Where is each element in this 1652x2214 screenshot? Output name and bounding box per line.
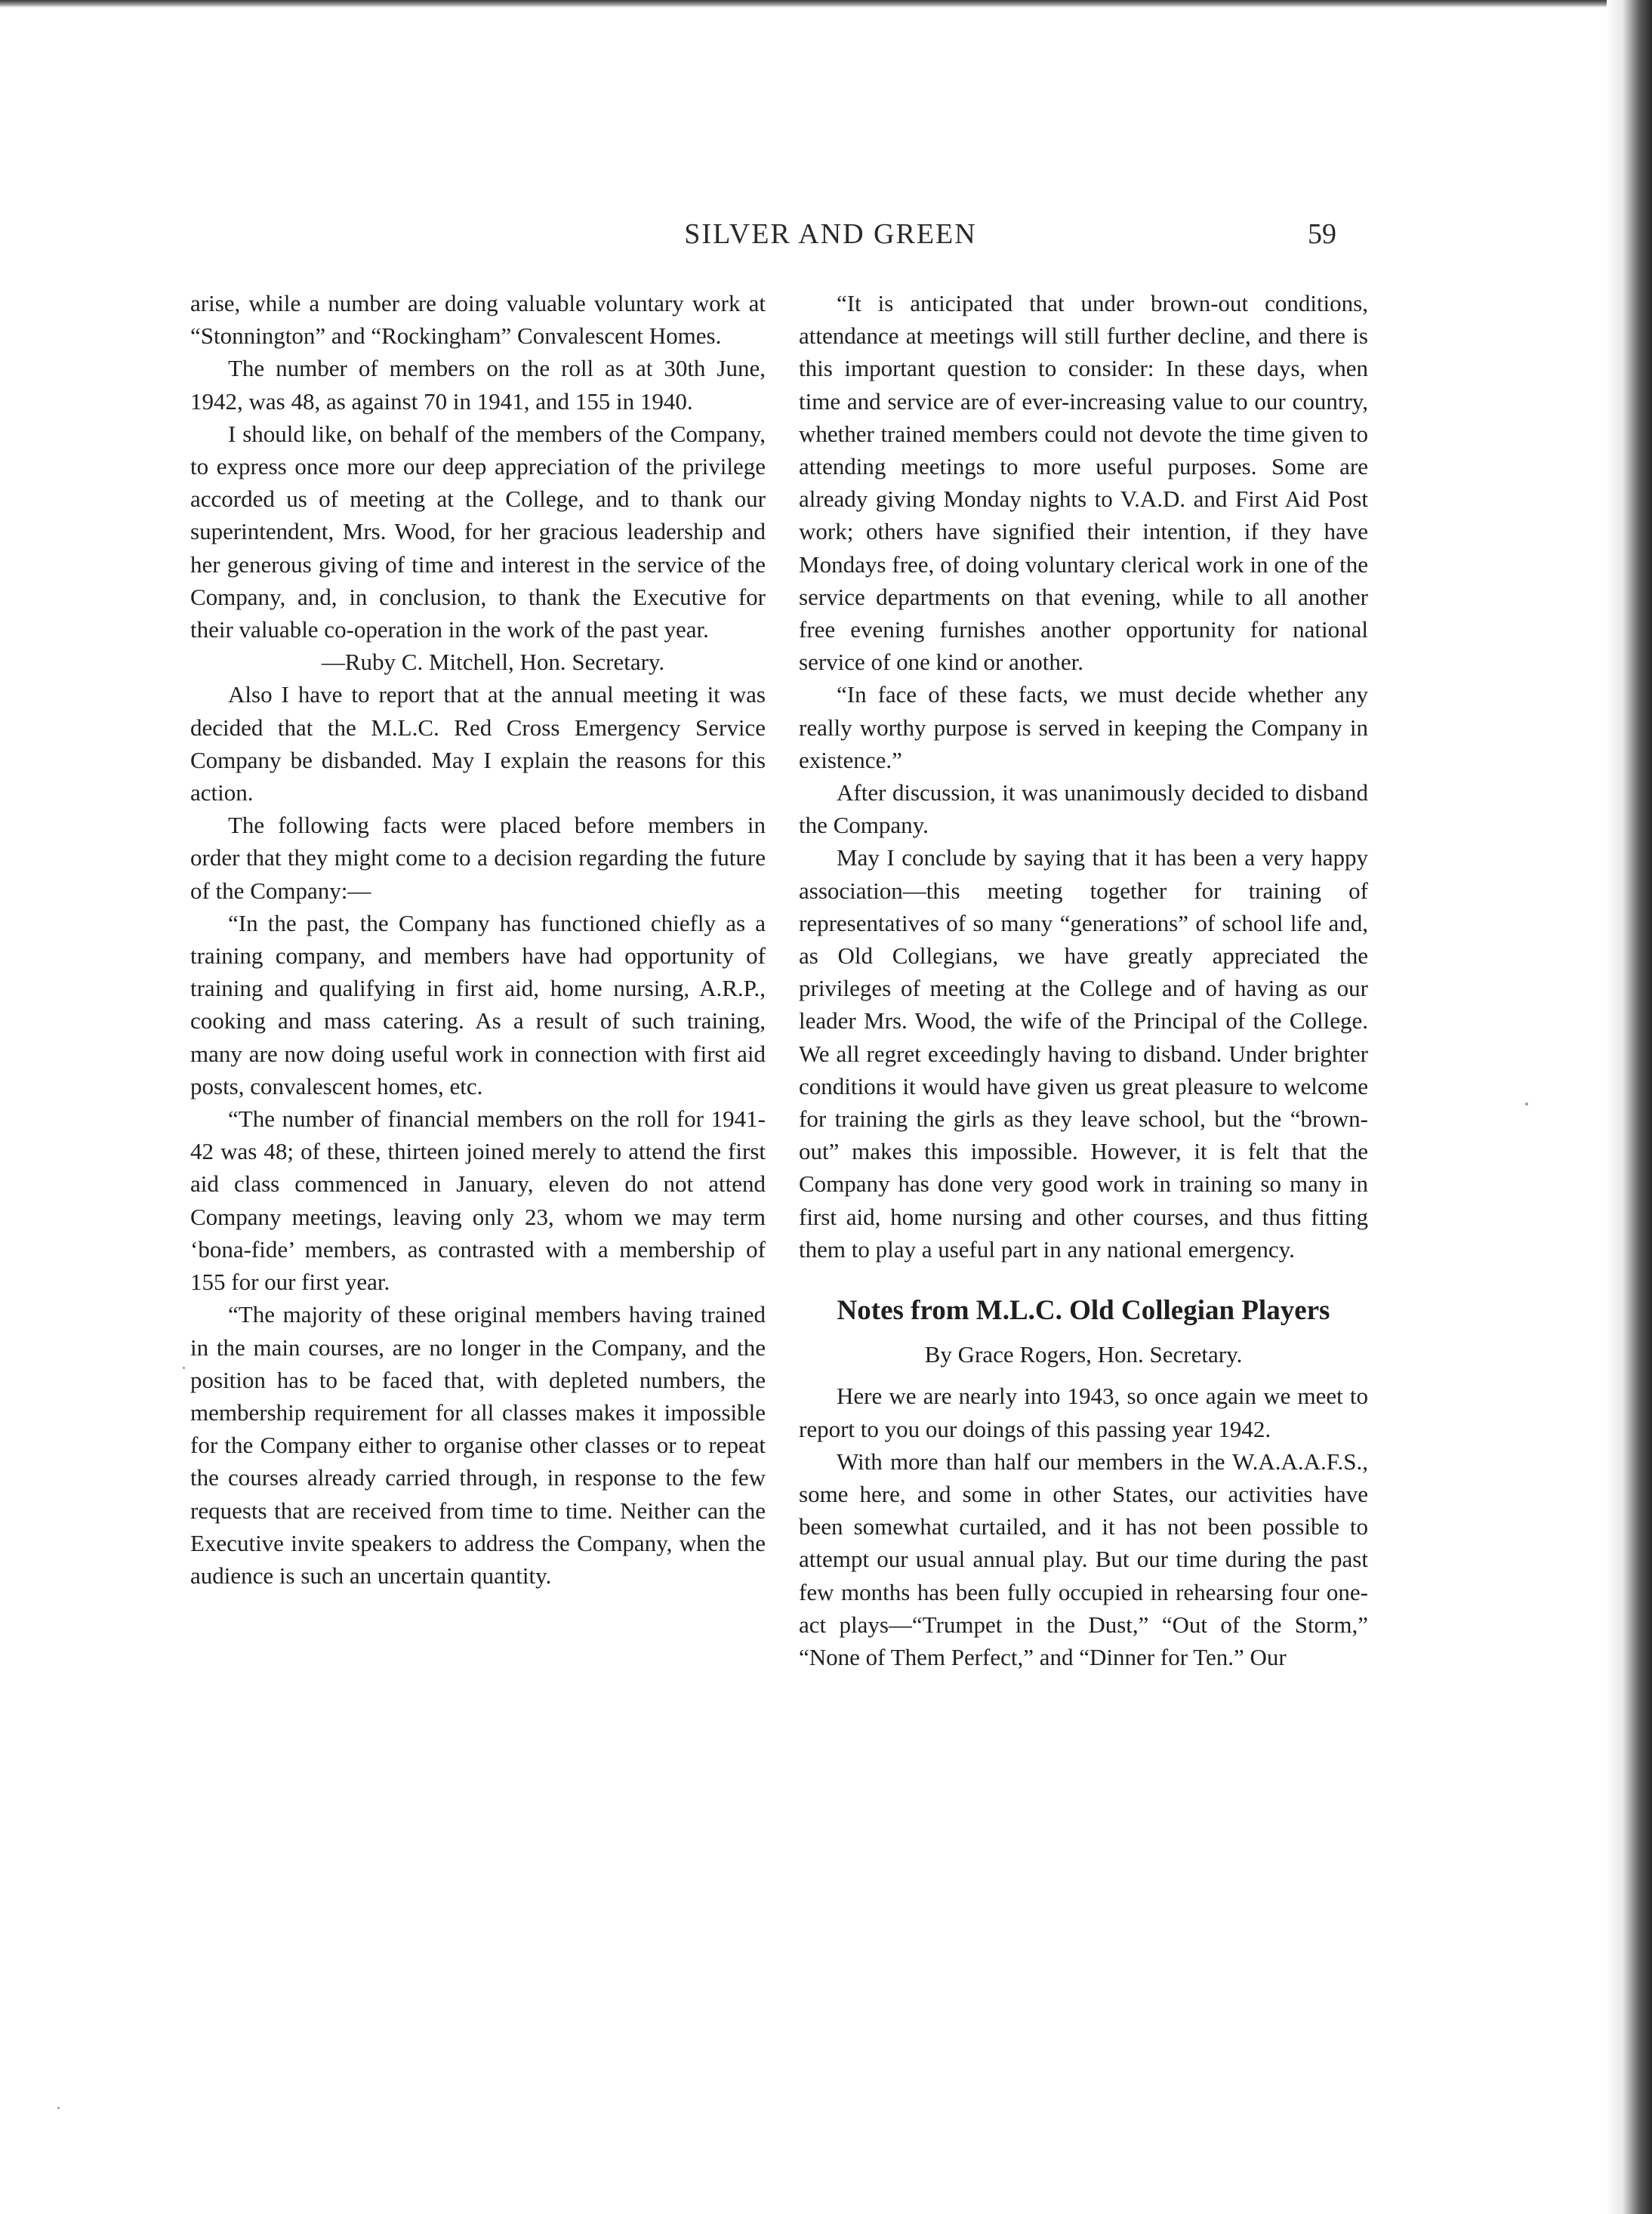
running-title: SILVER AND GREEN <box>684 218 977 250</box>
paragraph: “It is anticipated that under brown-out conditions, attendance at meetings will still further decline, and there is this important question to consider: In these days, when time and service are of ever-increasing value to our country, whether trained members could not devote the time given to attending meetings to more useful purposes. Some are already giving Monday nights to V.A.D. and First Aid Post work; others have signified their intention, if they have Mondays free, of doing voluntary clerical work in one of the service departments on that evening, while to all another free evening furnishes another opportunity for national service of one kind or another. <box>799 290 1368 676</box>
paragraph: Also I have to report that at the annual meeting it was decided that the M.L.C. Red Cross Emergency Service Company be disbanded. May I explain the reasons for this action. <box>190 681 766 806</box>
paragraph: “In the past, the Company has functioned chiefly as a training company, and members have had opportunity of training and qualifying in first aid, home nursing, A.R.P., cooking and mass catering. As a result of such training, many are now doing useful work in connection with first aid posts, convalescent homes, etc. <box>190 909 766 1099</box>
page-header <box>189 217 1336 255</box>
paragraph: The number of members on the roll as at 30th June, 1942, was 48, as against 70 in 1941, and 155 in 1940. <box>190 355 766 415</box>
scan-right-edge <box>1607 0 1652 2214</box>
byline: By Grace Rogers, Hon. Secretary. <box>924 1341 1243 1368</box>
paragraph: “The majority of these original members having trained in the main courses, are no longer in the Company, and the position has to be faced that, with depleted numbers, the membership requirement for all classes makes it impossible for the Company either to organise other classes or to repeat the courses already carried through, in response to the few requests that are received from time to time. Neither can the Executive invite speakers to address the Company, when the audience is such an uncertain quantity. <box>190 1301 766 1589</box>
scan-speck <box>1525 1102 1528 1105</box>
paragraph: I should like, on behalf of the members of the Company, to express once more our deep appreciation of the privilege accorded us of meeting at the College, and to thank our superintendent, Mrs. Wood, for her gracious leadership and her generous giving of time and interest in the service of the Company, and, in conclusion, to thank the Executive for their valuable co-operation in the work of the past year. <box>190 420 766 643</box>
page-number: 59 <box>1308 218 1336 250</box>
paragraph: May I conclude by saying that it has been a very happy association—this meeting together for training of representatives of so many “generations” of school life and, as Old Collegians, we have greatly appreciated the privileges of meeting at the College and of having as our leader Mrs. Wood, the wife of the Principal of the College. We all regret exceedingly having to disband. Under brighter conditions it would have given us great pleasure to welcome for training the girls as they leave school, but the “brown-out” makes this impossible. However, it is felt that the Company has done very good work in training so many in first aid, home nursing and other courses, and thus fitting them to play a useful part in any national emergency. <box>799 844 1368 1263</box>
left-column <box>190 287 766 1592</box>
paragraph: “In face of these facts, we must decide whether any really worthy purpose is served in keeping the Company in existence.” <box>799 681 1368 773</box>
signature: —Ruby C. Mitchell, Hon. Secretary. <box>321 649 665 676</box>
paragraph: After discussion, it was unanimously decided to disband the Company. <box>799 779 1368 839</box>
paragraph: With more than half our members in the W.A.A.A.F.S., some here, and some in other States, our activities have been somewhat curtailed, and it has not been possible to attempt our usual annual play. But our time during the past few months has been fully occupied in rehearsing four one-act plays—“Trumpet in the Dust,” “Out of the Storm,” “None of Them Perfect,” and “Dinner for Ten.” Our <box>799 1448 1368 1670</box>
scan-top-edge <box>0 0 1652 8</box>
section-title: Notes from M.L.C. Old Collegian Players <box>837 1295 1330 1327</box>
right-column <box>799 287 1368 1673</box>
paragraph: The following facts were placed before members in order that they might come to a decision regarding the future of the Company:— <box>190 812 766 904</box>
scan-speck <box>57 2107 60 2109</box>
paragraph: arise, while a number are doing valuable voluntary work at “Stonnington” and “Rockingham” Convalescent Homes. <box>190 290 766 350</box>
scan-speck <box>183 1367 185 1369</box>
paragraph: Here we are nearly into 1943, so once again we meet to report to you our doings of this passing year 1942. <box>799 1383 1368 1442</box>
paragraph: “The number of financial members on the roll for 1941-42 was 48; of these, thirteen joined merely to attend the first aid class commenced in January, eleven do not attend Company meetings, leaving only 23, whom we may term ‘bona-fide’ members, as contrasted with a membership of 155 for our first year. <box>190 1105 766 1296</box>
